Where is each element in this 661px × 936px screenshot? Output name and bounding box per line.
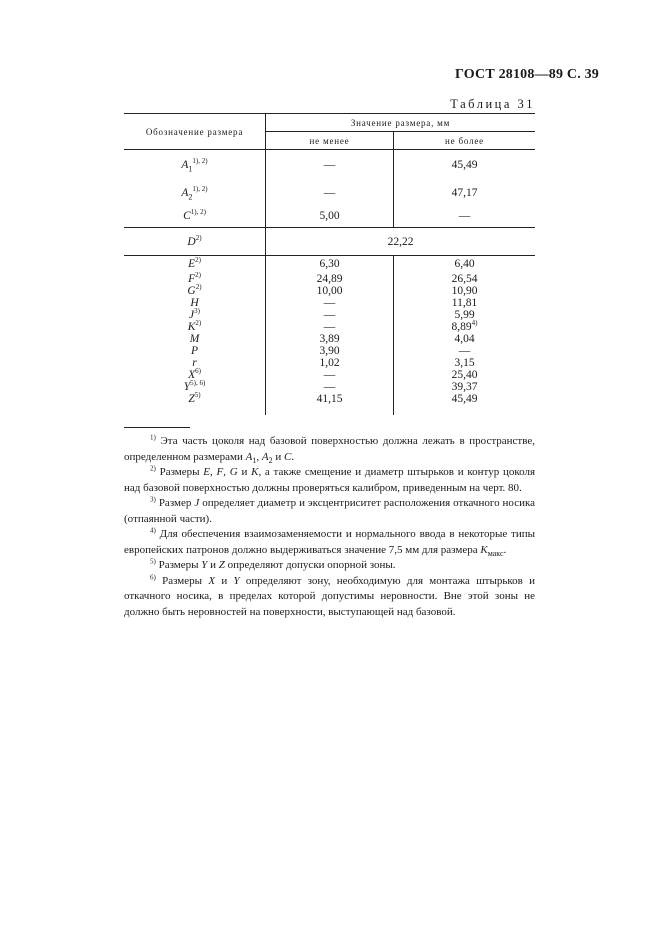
symbol: C	[284, 450, 292, 463]
max-cell: 25,40	[394, 369, 536, 381]
symbol: J	[189, 308, 195, 321]
symbol: C	[183, 210, 191, 223]
period: .	[503, 543, 507, 556]
footnote-ref: 5)	[194, 390, 201, 399]
table-row	[124, 256, 535, 273]
dimensions-table	[124, 113, 535, 415]
max-cell: 47,17	[394, 180, 536, 206]
header-value: Значение размера, мм	[266, 114, 536, 132]
footnote-text: Эта часть цоколя над базовой поверхностью должна лежать в пространстве, определенном размерами	[124, 435, 536, 463]
footnote-number: 6)	[150, 572, 156, 581]
footnote-ref: 6)	[195, 366, 201, 375]
footnote-text: определяют допуски опорной зоны.	[227, 559, 396, 571]
table-row	[124, 381, 535, 393]
designation-cell	[124, 228, 266, 256]
max-cell: 39,37	[394, 381, 536, 393]
table-row	[124, 206, 535, 228]
table-row	[124, 357, 535, 369]
symbol: D	[187, 235, 196, 248]
footnote-text: Размеры	[158, 559, 199, 571]
min-cell: 3,89	[266, 333, 394, 345]
footnote-text: Размеры	[159, 466, 200, 478]
symbol: Y	[201, 559, 208, 571]
footnote-5	[124, 558, 535, 574]
symbol: A	[245, 450, 253, 463]
footnote-ref: 2)	[195, 270, 201, 279]
table-row	[124, 345, 535, 357]
min-cell: 10,00	[266, 285, 394, 297]
min-cell: 3,90	[266, 345, 394, 357]
max-cell: 45,49	[394, 150, 536, 180]
symbol: E	[203, 466, 211, 478]
table-row	[124, 393, 535, 415]
conjunction: и	[210, 559, 217, 571]
footnote-ref: 2)	[195, 256, 201, 265]
table-row	[124, 333, 535, 345]
conjunction: и	[221, 574, 228, 587]
symbol: Z	[188, 392, 195, 405]
max-cell: 5,99	[394, 309, 536, 321]
min-cell: —	[266, 309, 394, 321]
footnote-3	[124, 496, 535, 527]
footnote-number: 1)	[150, 433, 156, 442]
min-cell: —	[266, 297, 394, 309]
footnote-text: определяет диаметр и эксцентриситет расположения откачного носика (отпаянной части).	[124, 497, 536, 525]
min-cell: —	[266, 381, 394, 393]
header-designation: Обозначение размера	[124, 114, 266, 150]
min-cell: —	[266, 321, 394, 333]
designation-cell	[124, 282, 266, 297]
max-cell: —	[394, 206, 536, 228]
footnote-text: , а также смещение и диаметр штырьков и контур цоколя над базовой поверхностью должны проверяться калибром, приведенным на черт. 80.	[124, 466, 536, 494]
min-cell: 24,89	[266, 273, 394, 285]
footnote-ref: 4)	[471, 318, 478, 327]
min-cell: 1,02	[266, 357, 394, 369]
value-cell: 22,22	[266, 228, 536, 256]
footnote-number: 5)	[150, 557, 156, 566]
max-cell	[394, 318, 536, 333]
conjunction: и	[241, 466, 248, 478]
table-row	[124, 369, 535, 381]
min-cell: 41,15	[266, 393, 394, 415]
footnote-number: 4)	[150, 526, 156, 535]
symbol: F	[216, 466, 224, 478]
header-max: не более	[394, 132, 536, 150]
min-cell: —	[266, 180, 394, 206]
symbol-index: 2	[188, 191, 193, 201]
symbol: A	[261, 450, 269, 463]
table-row	[124, 297, 535, 309]
max-value: 8,89	[451, 320, 472, 333]
footnote-ref: 2)	[195, 282, 202, 291]
symbol: Y	[183, 380, 191, 393]
symbol: G	[187, 284, 196, 297]
footnote-text: Для обеспечения взаимозаменяемости и нормального ввода в некоторые типы европейских патронов должно выдерживаться значение 7,5 мм для размера	[124, 528, 535, 556]
designation-cell	[124, 318, 266, 333]
table-row	[124, 285, 535, 297]
footnote-6	[124, 574, 535, 621]
footnote-ref: 2)	[195, 233, 202, 242]
footnote-4	[124, 527, 535, 558]
min-cell: —	[266, 150, 394, 180]
symbol: r	[192, 356, 197, 369]
footnote-separator	[124, 427, 190, 428]
symbol: K	[251, 466, 259, 478]
period: .	[291, 450, 295, 463]
designation-cell	[124, 390, 266, 415]
footnote-text: Размеры	[162, 574, 203, 587]
min-cell: 5,00	[266, 206, 394, 228]
max-cell: 11,81	[394, 297, 536, 309]
designation-cell	[124, 180, 266, 206]
table-header-row	[124, 114, 535, 132]
footnote-ref: 1), 2)	[192, 184, 208, 193]
min-cell: —	[266, 369, 394, 381]
designation-cell	[124, 206, 266, 228]
symbol: E	[188, 258, 196, 271]
header-min: не менее	[266, 132, 394, 150]
footnote-ref: 2)	[195, 318, 202, 327]
table-row	[124, 150, 535, 180]
symbol-index: 1	[252, 455, 257, 465]
symbol: K	[480, 543, 488, 556]
designation-cell	[124, 150, 266, 180]
symbol: J	[194, 497, 200, 509]
symbol: Y	[233, 574, 240, 587]
symbol: M	[189, 332, 200, 345]
symbol-index: 2	[268, 455, 273, 465]
table-row	[124, 228, 535, 256]
max-cell: 10,90	[394, 285, 536, 297]
footnote-ref: 1), 2)	[192, 156, 208, 165]
min-cell: 6,30	[266, 256, 394, 273]
table-row	[124, 321, 535, 333]
footnote-ref: 5), 6)	[190, 378, 206, 387]
footnote-number: 2)	[150, 464, 156, 473]
symbol: P	[190, 344, 199, 357]
max-cell: 3,15	[394, 357, 536, 369]
symbol: X	[208, 574, 216, 587]
symbol: F	[188, 272, 196, 285]
symbol-index: макс	[487, 548, 504, 558]
designation-cell	[124, 333, 266, 345]
footnote-text: Размер	[158, 497, 192, 509]
symbol: G	[229, 466, 238, 478]
table-row	[124, 180, 535, 206]
footnote-text: определяют зону, необходимую для монтажа штырьков и откачного носика, в пределах которой допустимы неровности. Вне этой зоны не должно быть неровностей на поверхности, выступающей над базовой.	[124, 574, 536, 618]
symbol: A	[181, 158, 189, 171]
footnote-ref: 3)	[194, 306, 200, 315]
page-header: ГОСТ 28108—89 С. 39	[455, 67, 599, 82]
symbol-index: 1	[188, 164, 193, 174]
separator: ,	[256, 450, 260, 463]
symbol: K	[187, 320, 196, 333]
conjunction: и	[275, 450, 282, 463]
footnote-ref: 1), 2)	[190, 208, 206, 217]
max-cell: 26,54	[394, 273, 536, 285]
table-row	[124, 273, 535, 285]
footnote-number: 3)	[150, 495, 156, 504]
symbol: A	[181, 186, 189, 199]
max-cell: 45,49	[394, 393, 536, 415]
table-caption: Таблица 31	[450, 97, 535, 111]
symbol: X	[188, 368, 196, 381]
max-cell: 6,40	[394, 256, 536, 273]
symbol: H	[190, 296, 199, 309]
footnote-1	[124, 434, 535, 465]
max-cell: —	[394, 345, 536, 357]
max-cell: 4,04	[394, 333, 536, 345]
footnote-2: $^{2)}$ Размеры E, F, G и K, а также смещение и диаметр штырьков и контур цоколя над базовой поверхностью должны проверяться калибром, приведенным на черт. 80.	[124, 464, 536, 494]
footnotes	[124, 434, 535, 620]
designation-cell	[124, 345, 266, 357]
symbol: Z	[218, 559, 225, 571]
